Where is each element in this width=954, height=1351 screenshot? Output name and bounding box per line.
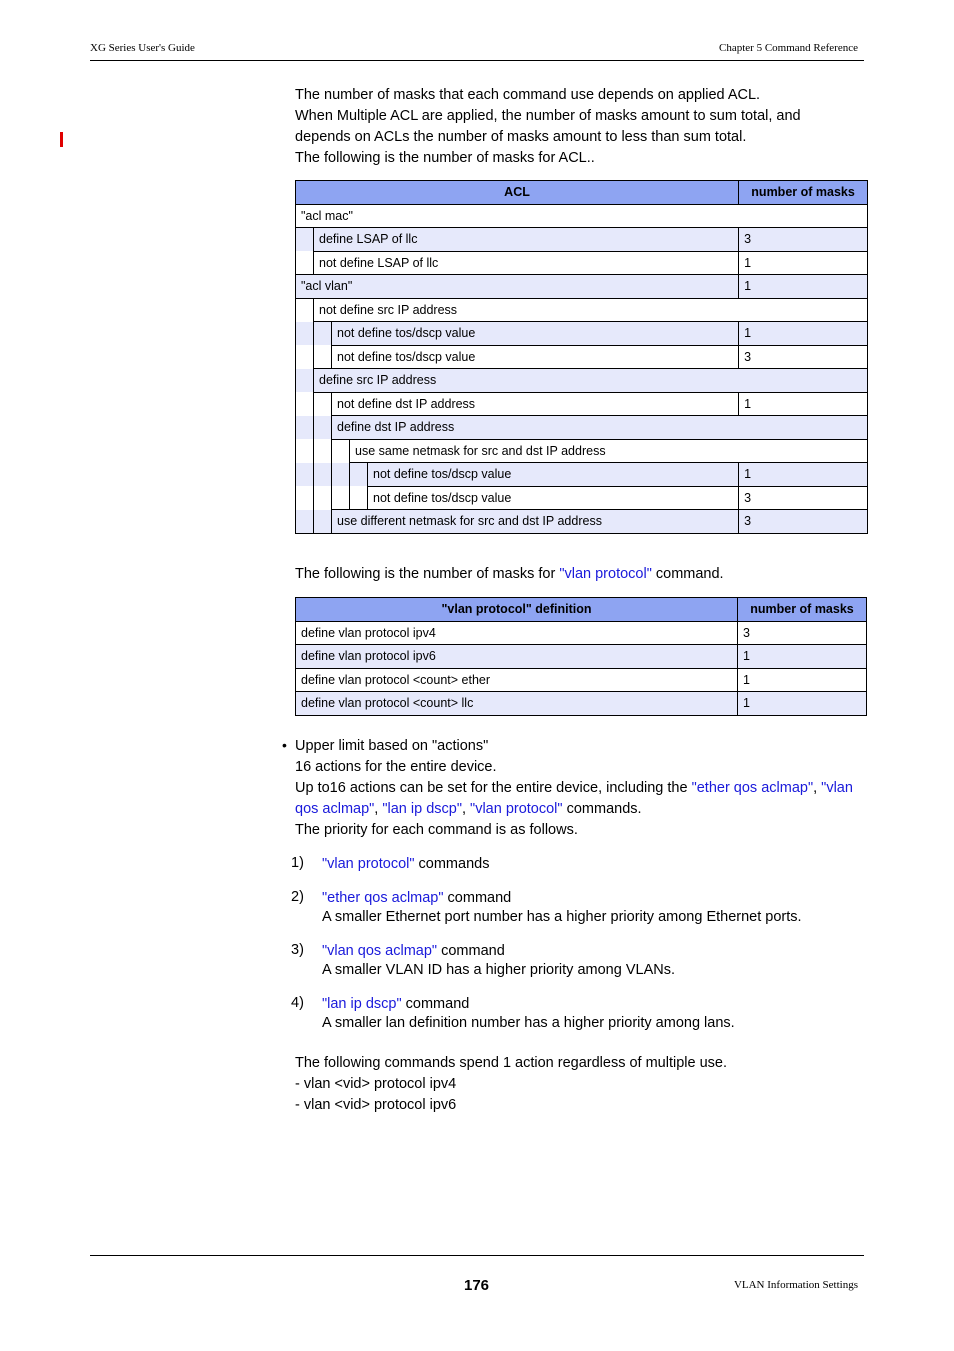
table-row	[296, 692, 867, 716]
vlan-row-label: define vlan protocol ipv6	[296, 645, 738, 669]
priority-number: 3)	[291, 942, 304, 958]
priority-item-4	[322, 995, 735, 1033]
comma: ,	[461, 801, 471, 817]
vlan-protocol-link[interactable]: "vlan protocol"	[322, 856, 415, 872]
table-row	[296, 298, 868, 322]
table-row	[296, 392, 868, 416]
spend-line: The following commands spend 1 action regardless of multiple use.	[295, 1055, 728, 1071]
table-row	[296, 486, 868, 510]
ether-qos-aclmap-link[interactable]: "ether qos aclmap"	[691, 780, 814, 796]
acl-row-label: not define tos/dscp value	[332, 345, 739, 369]
priority-item-2	[322, 889, 802, 927]
acl-row-value: 1	[739, 251, 868, 275]
acl-row-label: define dst IP address	[332, 416, 868, 440]
vlan-qos-aclmap-link-part2[interactable]: qos aclmap"	[295, 801, 375, 817]
actions-line-4: The priority for each command is as follows.	[295, 822, 578, 838]
vlan-row-value: 3	[738, 621, 867, 645]
spend-paragraph	[295, 1053, 727, 1116]
vlan-row-label: define vlan protocol ipv4	[296, 621, 738, 645]
vlan-header-definition: "vlan protocol" definition	[296, 598, 738, 622]
comma: ,	[813, 780, 822, 796]
ether-qos-aclmap-link[interactable]: "ether qos aclmap"	[322, 890, 444, 906]
table-row	[296, 322, 868, 346]
header-rule	[90, 60, 864, 61]
actions-line-3-suffix: commands.	[562, 801, 642, 817]
acl-mask-table	[295, 180, 868, 534]
vlan-protocol-intro	[295, 564, 724, 585]
lan-ip-dscp-link[interactable]: "lan ip dscp"	[322, 996, 402, 1012]
vlan-intro-text: The following is the number of masks for	[295, 566, 560, 582]
actions-title: Upper limit based on "actions"	[295, 738, 489, 754]
intro-line-1: The number of masks that each command use depends on applied ACL.	[295, 87, 761, 103]
vlan-header-masks: number of masks	[738, 598, 867, 622]
vlan-row-label: define vlan protocol <count> llc	[296, 692, 738, 716]
lan-ip-dscp-link[interactable]: "lan ip dscp"	[382, 801, 462, 817]
page-number: 176	[464, 1277, 490, 1294]
table-row	[296, 251, 868, 275]
vlan-intro-suffix: command.	[651, 566, 724, 582]
actions-line-2: Up to16 actions can be set for the entire device, including the	[295, 780, 692, 796]
intro-paragraph	[295, 85, 801, 169]
acl-row-label: define src IP address	[314, 369, 868, 393]
acl-row-value: 1	[739, 275, 868, 299]
table-row	[296, 621, 867, 645]
acl-row-label: "acl mac"	[296, 204, 868, 228]
table-row	[296, 228, 868, 252]
table-row	[296, 439, 868, 463]
header-guide-title: XG Series User's Guide	[90, 42, 195, 54]
acl-header-masks: number of masks	[739, 181, 868, 205]
acl-table-header	[296, 181, 868, 205]
priority-item-1	[322, 855, 489, 874]
priority-number: 2)	[291, 889, 304, 905]
vlan-table-header	[296, 598, 867, 622]
acl-row-label: use different netmask for src and dst IP address	[332, 510, 739, 534]
acl-row-label: not define src IP address	[314, 298, 868, 322]
acl-row-label: not define tos/dscp value	[332, 322, 739, 346]
table-row	[296, 204, 868, 228]
acl-row-value: 3	[739, 228, 868, 252]
change-bar	[60, 132, 63, 147]
priority-description: A smaller lan definition number has a higher priority among lans.	[322, 1015, 735, 1031]
vlan-qos-aclmap-link[interactable]: "vlan qos aclmap"	[322, 943, 438, 959]
header-chapter-title: Chapter 5 Command Reference	[719, 42, 858, 54]
priority-suffix: command	[443, 890, 512, 906]
acl-row-label: not define tos/dscp value	[368, 463, 739, 487]
acl-row-value: 3	[739, 345, 868, 369]
table-row	[296, 645, 867, 669]
acl-row-value: 3	[739, 486, 868, 510]
priority-number: 1)	[291, 855, 304, 871]
intro-line-4: The following is the number of masks for ACL..	[295, 150, 595, 166]
footer-section-title: VLAN Information Settings	[733, 1279, 858, 1291]
priority-suffix: commands	[414, 856, 490, 872]
bullet-icon: •	[282, 737, 287, 753]
intro-line-3: depends on ACLs the number of masks amount to less than sum total.	[295, 129, 747, 145]
actions-paragraph	[295, 736, 853, 841]
table-row	[296, 668, 867, 692]
acl-row-label: define LSAP of llc	[314, 228, 739, 252]
acl-row-value: 3	[739, 510, 868, 534]
table-row	[296, 275, 868, 299]
priority-suffix: command	[437, 943, 505, 959]
acl-row-value: 1	[739, 392, 868, 416]
vlan-row-value: 1	[738, 692, 867, 716]
acl-row-label: not define LSAP of llc	[314, 251, 739, 275]
comma: ,	[374, 801, 383, 817]
vlan-protocol-table	[295, 597, 867, 716]
table-row	[296, 416, 868, 440]
acl-row-label: not define dst IP address	[332, 392, 739, 416]
acl-row-label: use same netmask for src and dst IP address	[350, 439, 868, 463]
footer-rule	[90, 1255, 864, 1256]
actions-line-1: 16 actions for the entire device.	[295, 759, 497, 775]
priority-suffix: command	[401, 996, 470, 1012]
acl-row-value: 1	[739, 463, 868, 487]
spend-item-ipv4: - vlan <vid> protocol ipv4	[295, 1076, 457, 1092]
vlan-protocol-link[interactable]: "vlan protocol"	[559, 566, 652, 582]
intro-line-2: When Multiple ACL are applied, the number of masks amount to sum total, and	[295, 108, 801, 124]
priority-description: A smaller VLAN ID has a higher priority among VLANs.	[322, 962, 675, 978]
vlan-row-value: 1	[738, 645, 867, 669]
priority-description: A smaller Ethernet port number has a higher priority among Ethernet ports.	[322, 909, 802, 925]
acl-header-acl: ACL	[296, 181, 739, 205]
table-row	[296, 463, 868, 487]
table-row	[296, 369, 868, 393]
vlan-row-value: 1	[738, 668, 867, 692]
acl-row-label: not define tos/dscp value	[368, 486, 739, 510]
vlan-row-label: define vlan protocol <count> ether	[296, 668, 738, 692]
vlan-protocol-link[interactable]: "vlan protocol"	[470, 801, 563, 817]
acl-row-value: 1	[739, 322, 868, 346]
acl-row-label: "acl vlan"	[296, 275, 739, 299]
spend-item-ipv6: - vlan <vid> protocol ipv6	[295, 1097, 457, 1113]
priority-number: 4)	[291, 995, 304, 1011]
table-row	[296, 345, 868, 369]
table-row	[296, 510, 868, 534]
vlan-qos-aclmap-link-part1[interactable]: "vlan	[821, 780, 853, 796]
priority-item-3	[322, 942, 675, 980]
